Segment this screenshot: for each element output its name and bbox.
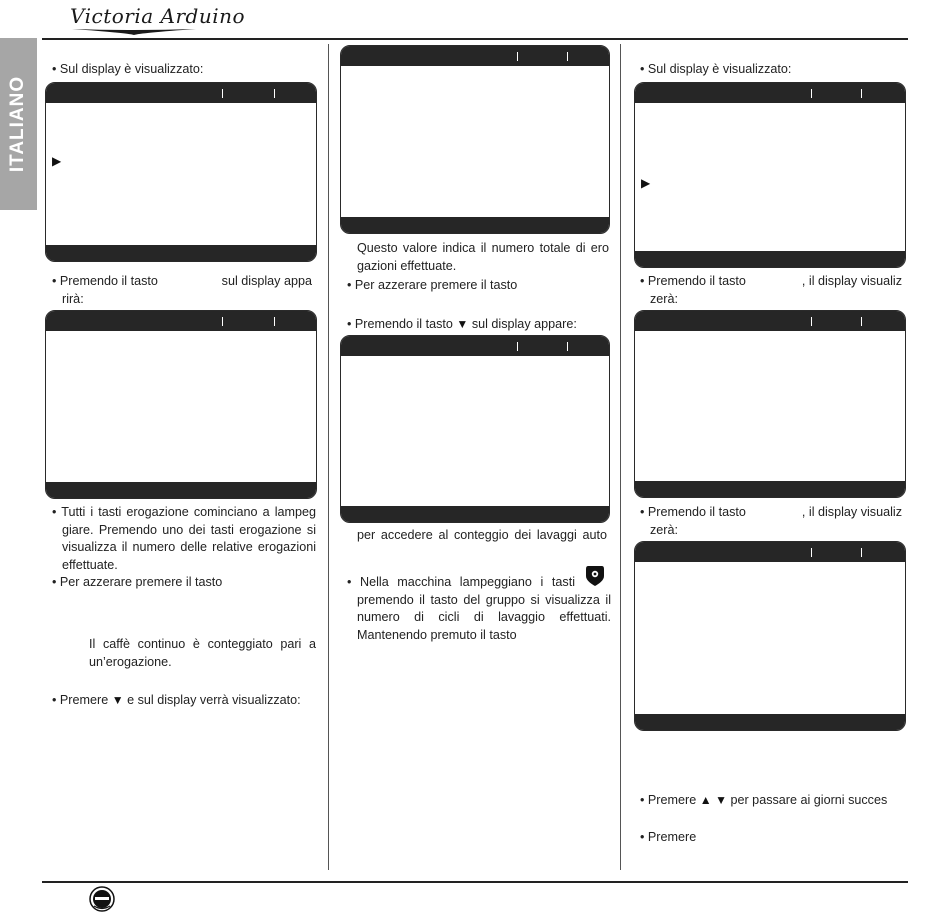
instruction-line: • Per azzerare premere il tasto: [52, 575, 223, 590]
display-header-bar: [635, 542, 905, 562]
display-screen: [634, 310, 906, 498]
instruction-text: per accedere al conteggio dei lavaggi auto: [357, 528, 607, 542]
display-header-bar: [341, 46, 609, 66]
instruction-text-part: • Premendo il tasto: [347, 317, 453, 331]
down-arrow-icon: ▼: [715, 793, 727, 807]
selection-marker-icon: ▶: [52, 154, 62, 168]
instruction-text: • Sul display è visualizzato:: [640, 62, 792, 76]
footer-rule: [42, 881, 908, 883]
language-tab: [0, 38, 37, 210]
instruction-line: Mantenendo premuto il tasto: [357, 627, 517, 642]
instruction-text-part: sul display appare:: [471, 317, 577, 331]
instruction-text-part: , il display visualiz: [801, 274, 902, 288]
display-screen: [340, 45, 610, 234]
display-footer-bar: [46, 482, 316, 498]
instruction-text: • Sul display è visualizzato:: [52, 62, 204, 76]
up-arrow-icon: ▲: [699, 793, 712, 807]
instruction-text-part: • Premendo il tasto: [52, 274, 158, 288]
instruction-text: [640, 504, 902, 539]
instruction-text-part: , il display visualiz: [801, 505, 902, 519]
instruction-text: • Per azzerare premere il tasto: [347, 278, 518, 292]
instruction-line: visualizza il numero delle relative erogazioni: [62, 540, 316, 555]
column-divider: [620, 44, 621, 870]
instruction-text: [52, 692, 301, 710]
instruction-text-part: zerà:: [650, 522, 678, 537]
instruction-text-part: • Premere: [52, 693, 109, 707]
instruction-line: numero di cicli di lavaggio effettuati.: [357, 610, 611, 625]
instruction-text-part: sul display appa: [221, 274, 312, 288]
instruction-paragraph: [347, 574, 611, 644]
display-screen: [634, 541, 906, 731]
display-header-bar: [635, 83, 905, 103]
display-screen: [45, 82, 317, 262]
note-text: [89, 636, 316, 671]
instruction-line: gazioni effettuate.: [357, 258, 457, 273]
instruction-line: premendo il tasto del gruppo si visualizza il: [357, 592, 611, 607]
instruction-paragraph: [52, 504, 316, 592]
column-divider: [328, 44, 329, 870]
instruction-text-part: per passare ai giorni succes: [730, 793, 888, 807]
down-arrow-icon: ▼: [111, 693, 124, 707]
display-footer-bar: [341, 506, 609, 522]
instruction-text-part: zerà:: [650, 291, 678, 306]
instruction-line: • Nella macchina lampeggiano i tasti: [347, 575, 575, 589]
display-footer-bar: [635, 714, 905, 730]
instruction-text: [640, 792, 887, 810]
display-screen: [634, 82, 906, 268]
display-screen: [45, 310, 317, 499]
instruction-paragraph: [357, 240, 609, 275]
language-tab-label: ITALIANO: [7, 75, 29, 173]
note-line: Il caffè continuo è conteggiato pari a: [89, 637, 316, 651]
down-arrow-icon: ▼: [456, 317, 469, 331]
instruction-text-part: • Premendo il tasto: [640, 505, 746, 519]
display-screen: [340, 335, 610, 523]
display-header-bar: [46, 311, 316, 331]
selection-marker-icon: ▶: [641, 176, 651, 190]
instruction-text-part: • Premere: [640, 793, 697, 807]
cleaning-tablet-icon: [584, 563, 606, 587]
instruction-text-part: rirà:: [62, 291, 84, 306]
instruction-text: [347, 316, 577, 334]
instruction-text-part: • Premendo il tasto: [640, 274, 746, 288]
display-header-bar: [46, 83, 316, 103]
instruction-line: giare. Premendo uno dei tasti erogazione si: [62, 522, 316, 537]
instruction-text: [52, 273, 312, 308]
display-header-bar: [341, 336, 609, 356]
display-footer-bar: [341, 217, 609, 233]
display-footer-bar: [635, 481, 905, 497]
instruction-line: Questo valore indica il numero totale di ero: [357, 241, 609, 255]
note-line: un’erogazione.: [89, 654, 172, 669]
header-rule: [42, 38, 908, 40]
display-header-bar: [635, 311, 905, 331]
instruction-text: [640, 273, 902, 308]
brand-logo: Victoria Arduino: [70, 4, 246, 28]
instruction-text-part: e sul display verrà visualizzato:: [127, 693, 301, 707]
instruction-text: • Premere: [640, 830, 697, 844]
display-footer-bar: [46, 245, 316, 261]
display-footer-bar: [635, 251, 905, 267]
instruction-line: effettuate.: [62, 557, 118, 572]
logo-flourish-icon: [70, 27, 198, 35]
brand-emblem-icon: [88, 886, 116, 912]
instruction-line: • Tutti i tasti erogazione cominciano a lampeg: [52, 505, 316, 519]
